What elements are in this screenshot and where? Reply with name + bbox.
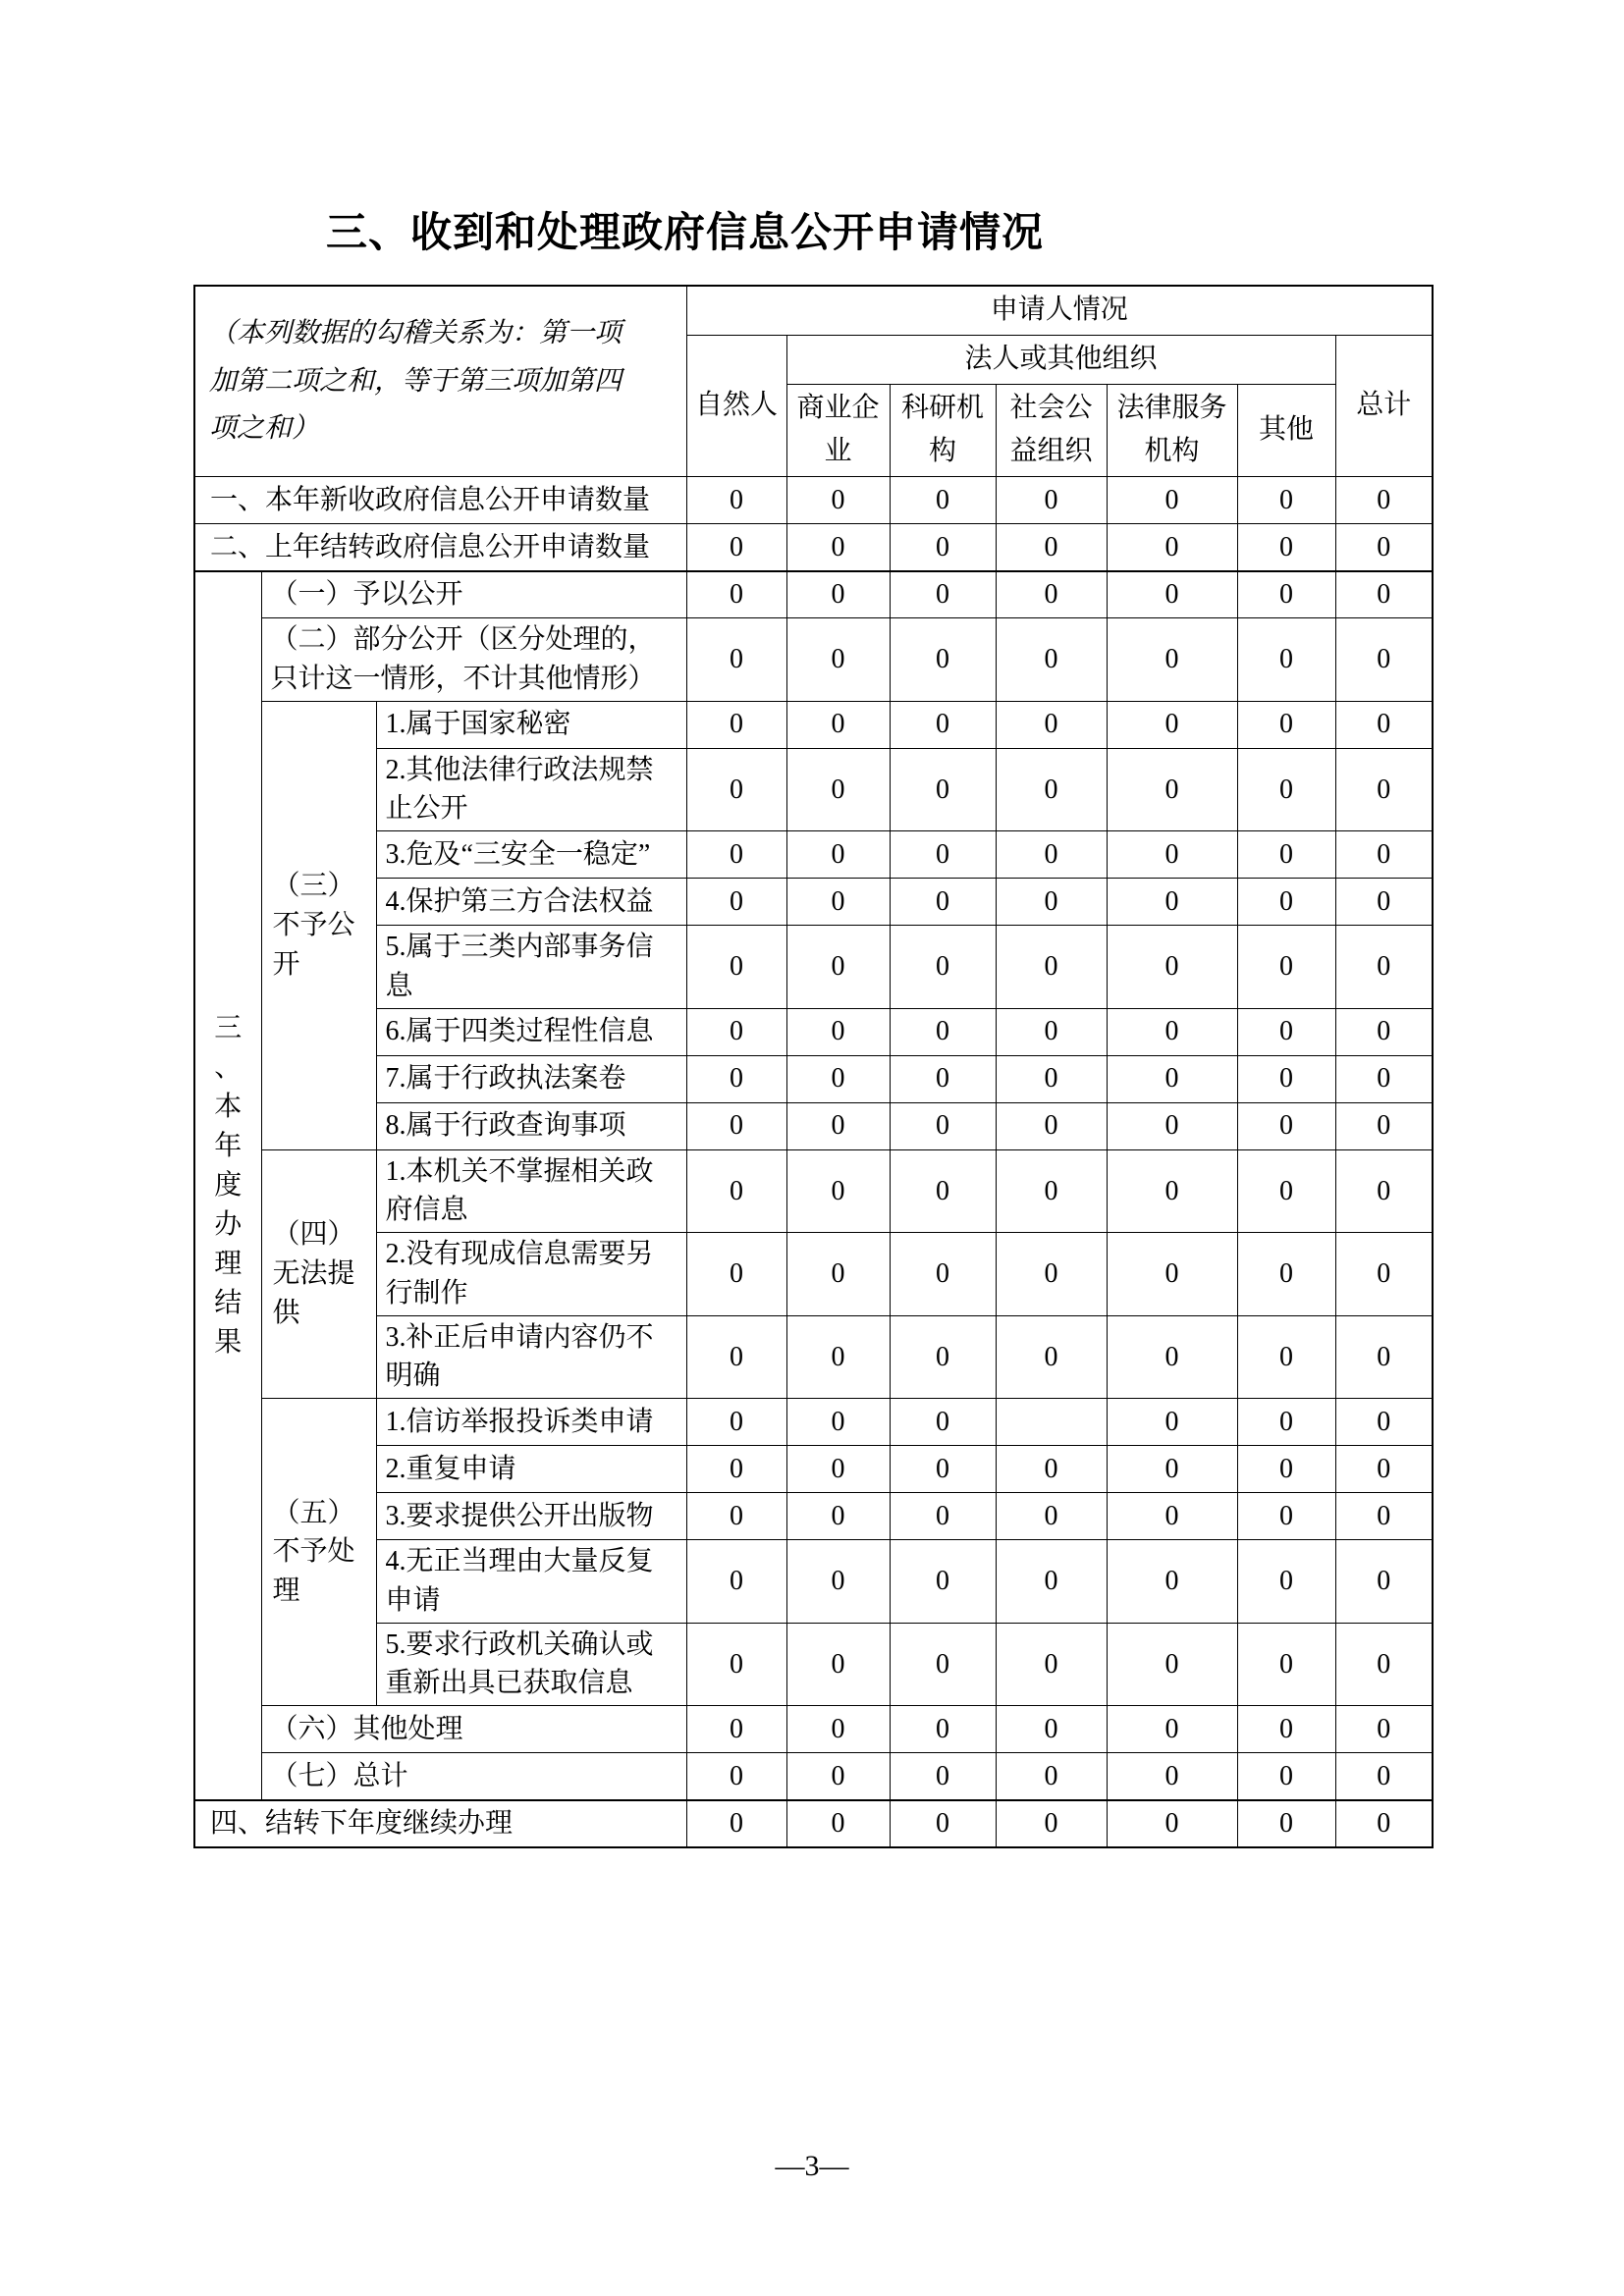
value-cell: 0 — [890, 1102, 996, 1149]
value-cell: 0 — [1107, 1399, 1237, 1446]
value-cell: 0 — [1107, 1540, 1237, 1624]
row-label: 5.属于三类内部事务信息 — [376, 926, 686, 1009]
value-cell: 0 — [890, 1753, 996, 1800]
value-cell: 0 — [1107, 1623, 1237, 1706]
header-sub-col-legal-service: 法律服务机构 — [1107, 384, 1237, 477]
value-cell: 0 — [786, 618, 890, 702]
value-cell: 0 — [996, 748, 1107, 831]
table-row — [194, 701, 1433, 748]
value-cell: 0 — [1237, 571, 1335, 618]
value-cell: 0 — [1335, 571, 1433, 618]
value-cell: 0 — [996, 571, 1107, 618]
header-sub-col-commercial: 商业企业 — [786, 384, 890, 477]
row-label: 3.补正后申请内容仍不明确 — [376, 1315, 686, 1399]
value-cell: 0 — [996, 1800, 1107, 1847]
value-cell: 0 — [786, 1800, 890, 1847]
value-cell: 0 — [686, 1800, 786, 1847]
value-cell: 0 — [1107, 1493, 1237, 1540]
value-cell: 0 — [890, 701, 996, 748]
value-cell: 0 — [686, 1623, 786, 1706]
value-cell: 0 — [996, 477, 1107, 524]
table-row — [194, 1149, 1433, 1233]
value-cell: 0 — [890, 831, 996, 879]
row-label: 4.保护第三方合法权益 — [376, 879, 686, 926]
value-cell: 0 — [786, 748, 890, 831]
row-label: 6.属于四类过程性信息 — [376, 1008, 686, 1055]
value-cell: 0 — [786, 571, 890, 618]
value-cell: 0 — [1237, 701, 1335, 748]
table-row — [194, 1446, 1433, 1493]
value-cell: 0 — [1335, 1055, 1433, 1102]
value-cell: 0 — [786, 926, 890, 1009]
applications-table — [193, 285, 1434, 1848]
value-cell: 0 — [1107, 748, 1237, 831]
value-cell: 0 — [1335, 1800, 1433, 1847]
value-cell: 0 — [1107, 618, 1237, 702]
value-cell: 0 — [1107, 524, 1237, 571]
value-cell: 0 — [890, 477, 996, 524]
row-label: 1.属于国家秘密 — [376, 701, 686, 748]
value-cell: 0 — [1107, 1102, 1237, 1149]
row-label: （二）部分公开（区分处理的，只计这一情形，不计其他情形） — [261, 618, 686, 702]
row-label: 1.信访举报投诉类申请 — [376, 1399, 686, 1446]
value-cell: 0 — [1237, 618, 1335, 702]
value-cell: 0 — [890, 1446, 996, 1493]
value-cell: 0 — [786, 1446, 890, 1493]
table-row — [194, 1008, 1433, 1055]
value-cell: 0 — [686, 1055, 786, 1102]
value-cell: 0 — [1107, 1706, 1237, 1753]
value-cell: 0 — [890, 1055, 996, 1102]
value-cell: 0 — [1335, 1753, 1433, 1800]
value-cell: 0 — [786, 477, 890, 524]
value-cell: 0 — [786, 1008, 890, 1055]
value-cell: 0 — [890, 571, 996, 618]
value-cell: 0 — [1335, 701, 1433, 748]
value-cell: 0 — [786, 1315, 890, 1399]
value-cell: 0 — [1237, 1706, 1335, 1753]
value-cell: 0 — [996, 618, 1107, 702]
value-cell: 0 — [890, 1540, 996, 1624]
value-cell: 0 — [1237, 524, 1335, 571]
value-cell: 0 — [996, 1149, 1107, 1233]
table-row — [194, 831, 1433, 879]
value-cell: 0 — [890, 879, 996, 926]
value-cell: 0 — [996, 1233, 1107, 1316]
value-cell: 0 — [786, 1233, 890, 1316]
table-row — [194, 1315, 1433, 1399]
value-cell: 0 — [686, 1399, 786, 1446]
value-cell: 0 — [1237, 1493, 1335, 1540]
value-cell: 0 — [686, 1315, 786, 1399]
value-cell: 0 — [786, 831, 890, 879]
row-label: 3.要求提供公开出版物 — [376, 1493, 686, 1540]
value-cell: 0 — [1107, 1149, 1237, 1233]
value-cell: 0 — [890, 618, 996, 702]
value-cell: 0 — [996, 1008, 1107, 1055]
header-legal-or-other: 法人或其他组织 — [786, 335, 1335, 384]
value-cell: 0 — [890, 1623, 996, 1706]
value-cell: 0 — [786, 1753, 890, 1800]
value-cell: 0 — [786, 1399, 890, 1446]
row-label: 7.属于行政执法案卷 — [376, 1055, 686, 1102]
value-cell: 0 — [1335, 1493, 1433, 1540]
value-cell: 0 — [890, 926, 996, 1009]
value-cell: 0 — [1335, 831, 1433, 879]
value-cell: 0 — [1237, 1399, 1335, 1446]
value-cell: 0 — [1107, 571, 1237, 618]
table-row — [194, 571, 1433, 618]
value-cell: 0 — [1107, 1008, 1237, 1055]
value-cell: 0 — [1237, 1623, 1335, 1706]
value-cell: 0 — [1107, 1753, 1237, 1800]
value-cell: 0 — [1237, 926, 1335, 1009]
value-cell: 0 — [996, 1753, 1107, 1800]
value-cell: 0 — [686, 831, 786, 879]
value-cell: 0 — [1107, 1055, 1237, 1102]
value-cell: 0 — [1237, 879, 1335, 926]
value-cell: 0 — [1237, 1753, 1335, 1800]
value-cell: 0 — [1237, 1055, 1335, 1102]
value-cell: 0 — [996, 879, 1107, 926]
table-row — [194, 748, 1433, 831]
page-number: —3— — [775, 2150, 849, 2182]
value-cell: 0 — [686, 524, 786, 571]
header-sub-col-research: 科研机构 — [890, 384, 996, 477]
value-cell: 0 — [1107, 831, 1237, 879]
header-sub-col-other: 其他 — [1237, 384, 1335, 477]
value-cell: 0 — [1335, 524, 1433, 571]
value-cell: 0 — [686, 701, 786, 748]
value-cell: 0 — [1107, 1233, 1237, 1316]
value-cell — [996, 1399, 1107, 1446]
header-row-1 — [194, 286, 1433, 335]
value-cell: 0 — [686, 1149, 786, 1233]
value-cell: 0 — [1237, 477, 1335, 524]
row-label: 5.要求行政机关确认或重新出具已获取信息 — [376, 1623, 686, 1706]
table-row — [194, 1399, 1433, 1446]
value-cell: 0 — [686, 1446, 786, 1493]
value-cell: 0 — [786, 1706, 890, 1753]
value-cell: 0 — [786, 879, 890, 926]
row-label: 8.属于行政查询事项 — [376, 1102, 686, 1149]
value-cell: 0 — [686, 1540, 786, 1624]
value-cell: 0 — [1237, 831, 1335, 879]
table-row — [194, 1055, 1433, 1102]
value-cell: 0 — [1335, 926, 1433, 1009]
value-cell: 0 — [1107, 477, 1237, 524]
row-label: 2.其他法律行政法规禁止公开 — [376, 748, 686, 831]
value-cell: 0 — [786, 524, 890, 571]
value-cell: 0 — [1335, 879, 1433, 926]
value-cell: 0 — [1335, 1623, 1433, 1706]
header-total: 总计 — [1335, 335, 1433, 476]
table-row — [194, 926, 1433, 1009]
value-cell: 0 — [686, 618, 786, 702]
value-cell: 0 — [686, 1706, 786, 1753]
value-cell: 0 — [890, 1008, 996, 1055]
group-label-not-processed: （五）不予处理 — [261, 1399, 376, 1706]
value-cell: 0 — [996, 1493, 1107, 1540]
header-applicant: 申请人情况 — [686, 286, 1433, 335]
page-title: 三、收到和处理政府信息公开申请情况 — [326, 209, 1045, 255]
row-label: 3.危及“三安全一稳定” — [376, 831, 686, 879]
value-cell: 0 — [686, 1493, 786, 1540]
value-cell: 0 — [996, 1446, 1107, 1493]
value-cell: 0 — [786, 701, 890, 748]
row-label: 2.没有现成信息需要另行制作 — [376, 1233, 686, 1316]
section3-vertical-label — [194, 571, 261, 1800]
value-cell: 0 — [1335, 477, 1433, 524]
table-row — [194, 1706, 1433, 1753]
value-cell: 0 — [996, 1102, 1107, 1149]
value-cell: 0 — [1107, 1315, 1237, 1399]
value-cell: 0 — [786, 1102, 890, 1149]
value-cell: 0 — [686, 477, 786, 524]
header-natural-person: 自然人 — [686, 335, 786, 476]
value-cell: 0 — [996, 701, 1107, 748]
value-cell: 0 — [1237, 1008, 1335, 1055]
value-cell: 0 — [686, 926, 786, 1009]
value-cell: 0 — [686, 571, 786, 618]
table-row — [194, 1623, 1433, 1706]
value-cell: 0 — [786, 1055, 890, 1102]
row-label: （六）其他处理 — [261, 1706, 686, 1753]
row-label: （一）予以公开 — [261, 571, 686, 618]
value-cell: 0 — [686, 1753, 786, 1800]
table-row — [194, 1753, 1433, 1800]
value-cell: 0 — [1237, 1233, 1335, 1316]
value-cell: 0 — [996, 1055, 1107, 1102]
table-row — [194, 1493, 1433, 1540]
value-cell: 0 — [686, 1008, 786, 1055]
value-cell: 0 — [686, 1102, 786, 1149]
table-row — [194, 1233, 1433, 1316]
row-label: 4.无正当理由大量反复申请 — [376, 1540, 686, 1624]
value-cell: 0 — [1237, 748, 1335, 831]
table-row — [194, 477, 1433, 524]
value-cell: 0 — [890, 524, 996, 571]
table-row — [194, 618, 1433, 702]
value-cell: 0 — [1237, 1315, 1335, 1399]
row-label: 四、结转下年度继续办理 — [194, 1800, 686, 1847]
value-cell: 0 — [890, 1493, 996, 1540]
group-label-not-disclosed: （三）不予公开 — [261, 701, 376, 1149]
value-cell: 0 — [1335, 1540, 1433, 1624]
value-cell: 0 — [686, 1233, 786, 1316]
value-cell: 0 — [1237, 1149, 1335, 1233]
value-cell: 0 — [996, 831, 1107, 879]
row-label: 二、上年结转政府信息公开申请数量 — [194, 524, 686, 571]
value-cell: 0 — [1335, 1008, 1433, 1055]
value-cell: 0 — [1107, 926, 1237, 1009]
value-cell: 0 — [1107, 1446, 1237, 1493]
value-cell: 0 — [996, 1540, 1107, 1624]
value-cell: 0 — [1335, 1399, 1433, 1446]
row-label: 1.本机关不掌握相关政府信息 — [376, 1149, 686, 1233]
table-row — [194, 1102, 1433, 1149]
value-cell: 0 — [890, 1315, 996, 1399]
value-cell: 0 — [1107, 701, 1237, 748]
value-cell: 0 — [890, 1706, 996, 1753]
value-cell: 0 — [1335, 1315, 1433, 1399]
value-cell: 0 — [686, 748, 786, 831]
value-cell: 0 — [1237, 1102, 1335, 1149]
value-cell: 0 — [786, 1540, 890, 1624]
value-cell: 0 — [1335, 748, 1433, 831]
table-row — [194, 1800, 1433, 1847]
row-label: 2.重复申请 — [376, 1446, 686, 1493]
value-cell: 0 — [1107, 879, 1237, 926]
value-cell: 0 — [996, 926, 1107, 1009]
row-label: 一、本年新收政府信息公开申请数量 — [194, 477, 686, 524]
value-cell: 0 — [1237, 1800, 1335, 1847]
table-row — [194, 879, 1433, 926]
value-cell: 0 — [890, 1800, 996, 1847]
section3-vertical-text: 三 、 本 年 度 办 理 结 果 — [214, 1012, 243, 1358]
value-cell: 0 — [890, 1399, 996, 1446]
value-cell: 0 — [1335, 1446, 1433, 1493]
value-cell: 0 — [1237, 1540, 1335, 1624]
value-cell: 0 — [996, 1706, 1107, 1753]
value-cell: 0 — [786, 1149, 890, 1233]
value-cell: 0 — [996, 1315, 1107, 1399]
row-label: （七）总计 — [261, 1753, 686, 1800]
value-cell: 0 — [1335, 1102, 1433, 1149]
value-cell: 0 — [1335, 618, 1433, 702]
value-cell: 0 — [996, 1623, 1107, 1706]
value-cell: 0 — [786, 1493, 890, 1540]
value-cell: 0 — [890, 1149, 996, 1233]
value-cell: 0 — [890, 1233, 996, 1316]
header-sub-col-public-welfare: 社会公益组织 — [996, 384, 1107, 477]
value-cell: 0 — [890, 748, 996, 831]
group-label-unable-to-provide: （四）无法提供 — [261, 1149, 376, 1399]
table-row — [194, 1540, 1433, 1624]
value-cell: 0 — [786, 1623, 890, 1706]
corner-note-cell: （本列数据的勾稽关系为：第一项加第二项之和，等于第三项加第四项之和） — [194, 286, 686, 477]
value-cell: 0 — [1335, 1149, 1433, 1233]
value-cell: 0 — [686, 879, 786, 926]
value-cell: 0 — [1335, 1706, 1433, 1753]
table-row — [194, 524, 1433, 571]
value-cell: 0 — [1335, 1233, 1433, 1316]
value-cell: 0 — [996, 524, 1107, 571]
value-cell: 0 — [1237, 1446, 1335, 1493]
value-cell: 0 — [1107, 1800, 1237, 1847]
